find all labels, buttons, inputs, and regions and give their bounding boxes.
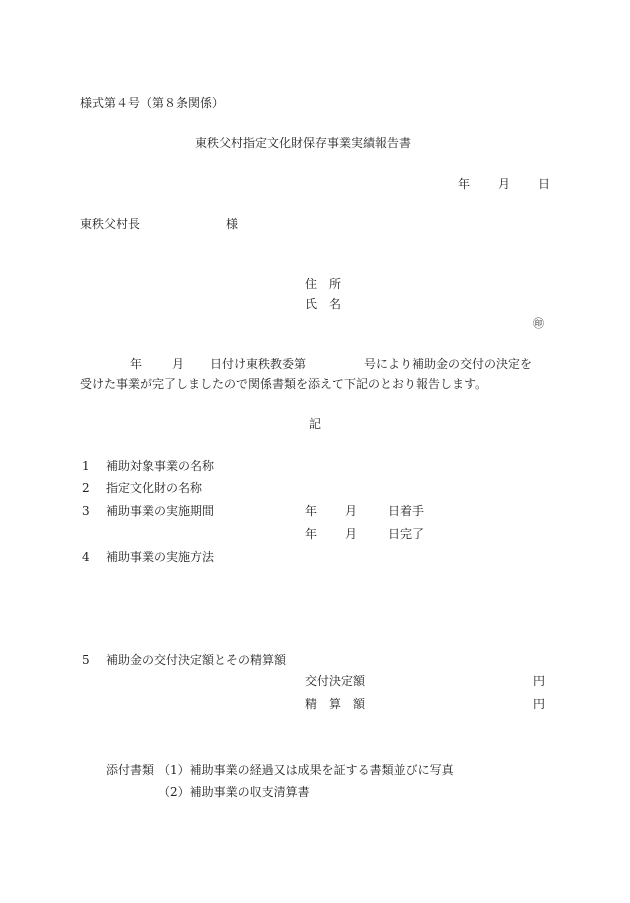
- seal-mark: ㊞: [533, 317, 544, 330]
- date-year: 年: [458, 177, 471, 191]
- date-month: 月: [498, 177, 511, 191]
- attachments-label: 添付書類: [106, 763, 155, 777]
- date-day: 日: [538, 177, 551, 191]
- decided-amount-yen: 円: [533, 674, 546, 688]
- item-3-label: 補助事業の実施期間: [106, 504, 215, 518]
- body-number: 号により補助金の交付の決定を: [364, 357, 533, 371]
- period-end-day: 日完了: [388, 527, 425, 541]
- item-4-number: 4: [82, 550, 90, 564]
- settled-amount-yen: 円: [533, 697, 546, 711]
- settled-amount-label: 精 算 額: [305, 697, 366, 711]
- attachment-item-2: （2）補助事業の収支清算書: [158, 785, 310, 799]
- period-start-year: 年: [305, 504, 318, 518]
- item-5-label: 補助金の交付決定額とその精算額: [106, 653, 287, 667]
- name-label: 氏 名: [305, 297, 342, 311]
- item-1-number: 1: [82, 459, 90, 473]
- item-5-number: 5: [82, 653, 90, 667]
- decided-amount-label: 交付決定額: [305, 674, 366, 688]
- addressee-name: 東秩父村長: [80, 217, 141, 231]
- body-month: 月: [172, 357, 185, 371]
- item-4-label: 補助事業の実施方法: [106, 550, 215, 564]
- body-year: 年: [130, 357, 143, 371]
- period-start-month: 月: [345, 504, 358, 518]
- period-end-month: 月: [345, 527, 358, 541]
- period-end-year: 年: [305, 527, 318, 541]
- item-1-label: 補助対象事業の名称: [106, 459, 215, 473]
- item-2-number: 2: [82, 481, 90, 495]
- attachment-item-1: （1）補助事業の経過又は成果を証する書類並びに写真: [158, 763, 454, 777]
- addressee-honorific: 様: [226, 217, 239, 231]
- body-line-2: 受けた事業が完了しましたので関係書類を添えて下記のとおり報告します。: [80, 377, 488, 391]
- ki-heading: 記: [309, 417, 322, 431]
- item-3-number: 3: [82, 504, 90, 518]
- period-start-day: 日着手: [388, 504, 425, 518]
- form-number: 様式第４号（第８条関係）: [80, 96, 225, 110]
- body-dated: 日付け東秩教委第: [210, 357, 307, 371]
- item-2-label: 指定文化財の名称: [106, 481, 203, 495]
- address-label: 住 所: [305, 277, 342, 291]
- document-title: 東秩父村指定文化財保存事業実績報告書: [195, 136, 412, 150]
